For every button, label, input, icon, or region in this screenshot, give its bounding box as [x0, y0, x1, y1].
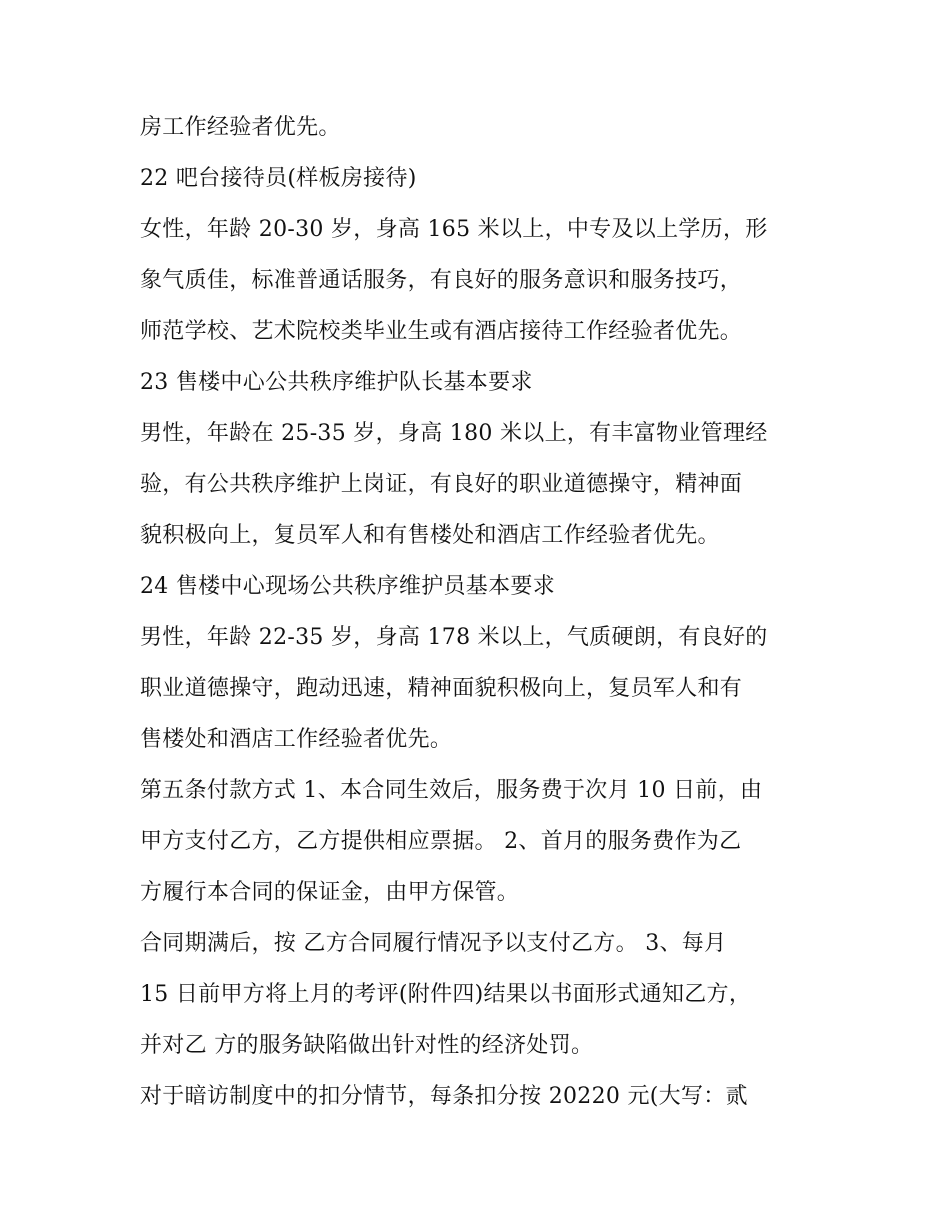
text-line-7: 男性，年龄在 25-35 岁，身高 180 米以上，有丰富物业管理经: [140, 421, 768, 446]
text-line-18: 15 日前甲方将上月的考评(附件四)结果以书面形式通知乙方，: [140, 982, 752, 1007]
text-line-8: 验，有公共秩序维护上岗证，有良好的职业道德操守，精神面: [140, 472, 743, 497]
text-line-20: 对于暗访制度中的扣分情节，每条扣分按 20220 元(大写：贰: [140, 1084, 748, 1109]
text-line-5: 师范学校、艺术院校类毕业生或有酒店接待工作经验者优先。: [140, 319, 743, 344]
text-line-14: 第五条付款方式 1、本合同生效后，服务费于次月 10 日前，由: [140, 778, 763, 803]
text-line-4: 象气质佳，标准普通话服务，有良好的服务意识和服务技巧，: [140, 268, 743, 293]
text-line-19: 并对乙 方的服务缺陷做出针对性的经济处罚。: [140, 1033, 594, 1058]
text-line-17: 合同期满后，按 乙方合同履行情况予以支付乙方。 3、每月: [140, 931, 727, 956]
text-line-2: 22 吧台接待员(样板房接待): [140, 166, 417, 191]
text-line-16: 方履行本合同的保证金，由甲方保管。: [140, 880, 520, 905]
text-line-13: 售楼处和酒店工作经验者优先。: [140, 727, 453, 752]
text-line-10: 24 售楼中心现场公共秩序维护员基本要求: [140, 574, 555, 599]
text-line-12: 职业道德操守，跑动迅速，精神面貌积极向上，复员军人和有: [140, 676, 743, 701]
text-line-11: 男性，年龄 22-35 岁，身高 178 米以上，气质硬朗，有良好的: [140, 625, 768, 650]
text-line-6: 23 售楼中心公共秩序维护队长基本要求: [140, 370, 533, 395]
text-line-15: 甲方支付乙方，乙方提供相应票据。 2、首月的服务费作为乙: [140, 829, 742, 854]
text-line-1: 房工作经验者优先。: [140, 115, 341, 140]
text-line-9: 貌积极向上，复员军人和有售楼处和酒店工作经验者优先。: [140, 523, 720, 548]
text-line-3: 女性，年龄 20-30 岁，身高 165 米以上，中专及以上学历，形: [140, 217, 768, 242]
